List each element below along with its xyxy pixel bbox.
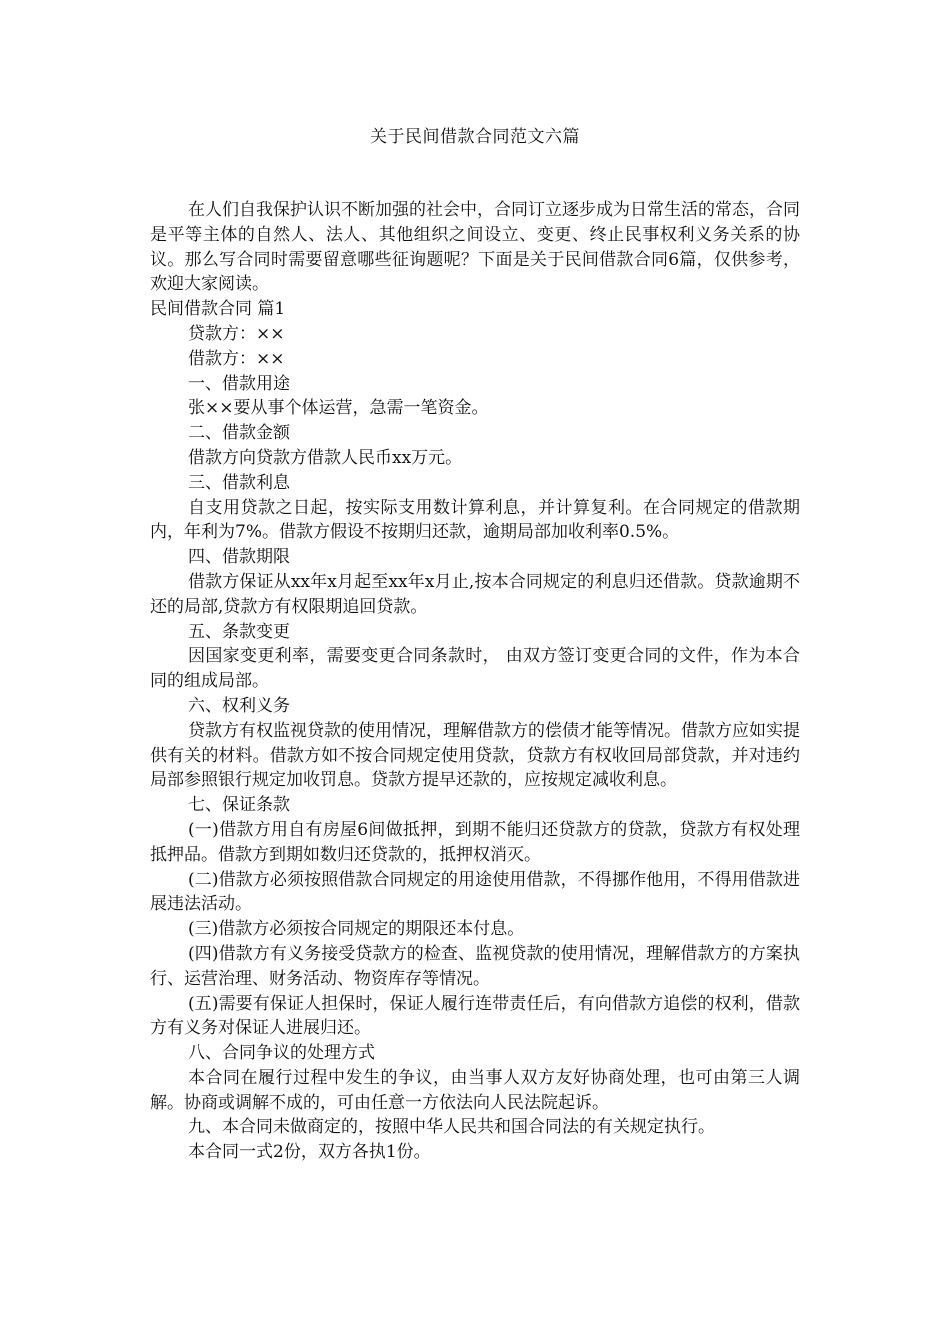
body-paragraph: 四、借款期限: [188, 547, 290, 568]
body-paragraph: 二、借款金额: [188, 423, 290, 444]
body-paragraph: 自支用贷款之日起，按实际支用数计算利息，并计算复利。在合同规定的借款期内，年利为7%。借款方假设不按期归还款，逾期局部加收利率0.5%。: [150, 497, 800, 543]
body-paragraph: (三)借款方必须按合同规定的期限还本付息。: [188, 919, 525, 940]
body-paragraph: 因国家变更利率，需要变更合同条款时， 由双方签订变更合同的文件，作为本合同的组成局部。: [150, 646, 800, 692]
body-paragraph: 七、保证条款: [188, 795, 290, 816]
body-paragraph: 贷款方：××: [188, 323, 285, 344]
body-paragraph: 贷款方有权监视贷款的使用情况，理解借款方的偿债才能等情况。借款方应如实提供有关的材料。借款方如不按合同规定使用贷款，贷款方有权收回局部贷款，并对违约局部参照银行规定加收罚息。贷款方提早还款的，应按规定减收利息。: [150, 720, 800, 791]
body-paragraph: 一、借款用途: [188, 373, 290, 394]
section-heading: 民间借款合同 篇1: [150, 299, 286, 320]
body-paragraph: (五)需要有保证人担保时，保证人履行连带责任后，有向借款方追偿的权利，借款方有义务对保证人进展归还。: [150, 993, 800, 1039]
body-paragraph: 借款方向贷款方借款人民币xx万元。: [188, 447, 463, 468]
body-paragraph: 本合同在履行过程中发生的争议，由当事人双方友好协商处理，也可由第三人调解。协商或调解不成的，可由任意一方依法向人民法院起诉。: [150, 1067, 800, 1113]
document-title: 关于民间借款合同范文六篇: [370, 127, 580, 147]
body-paragraph: 八、合同争议的处理方式: [188, 1043, 375, 1064]
body-paragraph: (二)借款方必须按照借款合同规定的用途使用借款，不得挪作他用，不得用借款进展违法活动。: [150, 869, 800, 915]
document-body: [150, 198, 800, 1165]
body-paragraph: 在人们自我保护认识不断加强的社会中，合同订立逐步成为日常生活的常态，合同是平等主体的自然人、法人、其他组织之间设立、变更、终止民事权利义务关系的协议。那么写合同时需要留意哪些征询题呢？下面是关于民间借款合同6篇，仅供参考，欢迎大家阅读。: [150, 200, 800, 295]
body-paragraph: 借款方：××: [188, 348, 285, 369]
body-paragraph: 五、条款变更: [188, 621, 290, 642]
body-paragraph: 借款方保证从xx年x月起至xx年x月止,按本合同规定的利息归还借款。贷款逾期不还的局部,贷款方有权限期追回贷款。: [150, 571, 800, 617]
body-paragraph: 本合同一式2份，双方各执1份。: [188, 1142, 431, 1163]
body-paragraph: (四)借款方有义务接受贷款方的检查、监视贷款的使用情况，理解借款方的方案执行、运营治理、财务活动、物资库存等情况。: [150, 943, 800, 989]
body-paragraph: 张××要从事个体运营，急需一笔资金。: [188, 398, 489, 419]
body-paragraph: (一)借款方用自有房屋6间做抵押，到期不能归还贷款方的贷款，贷款方有权处理抵押品。借款方到期如数归还贷款的，抵押权消灭。: [150, 819, 800, 865]
body-paragraph: 六、权利义务: [188, 695, 290, 716]
body-paragraph: 三、借款利息: [188, 472, 290, 493]
body-paragraph: 九、本合同未做商定的，按照中华人民共和国合同法的有关规定执行。: [188, 1117, 715, 1138]
